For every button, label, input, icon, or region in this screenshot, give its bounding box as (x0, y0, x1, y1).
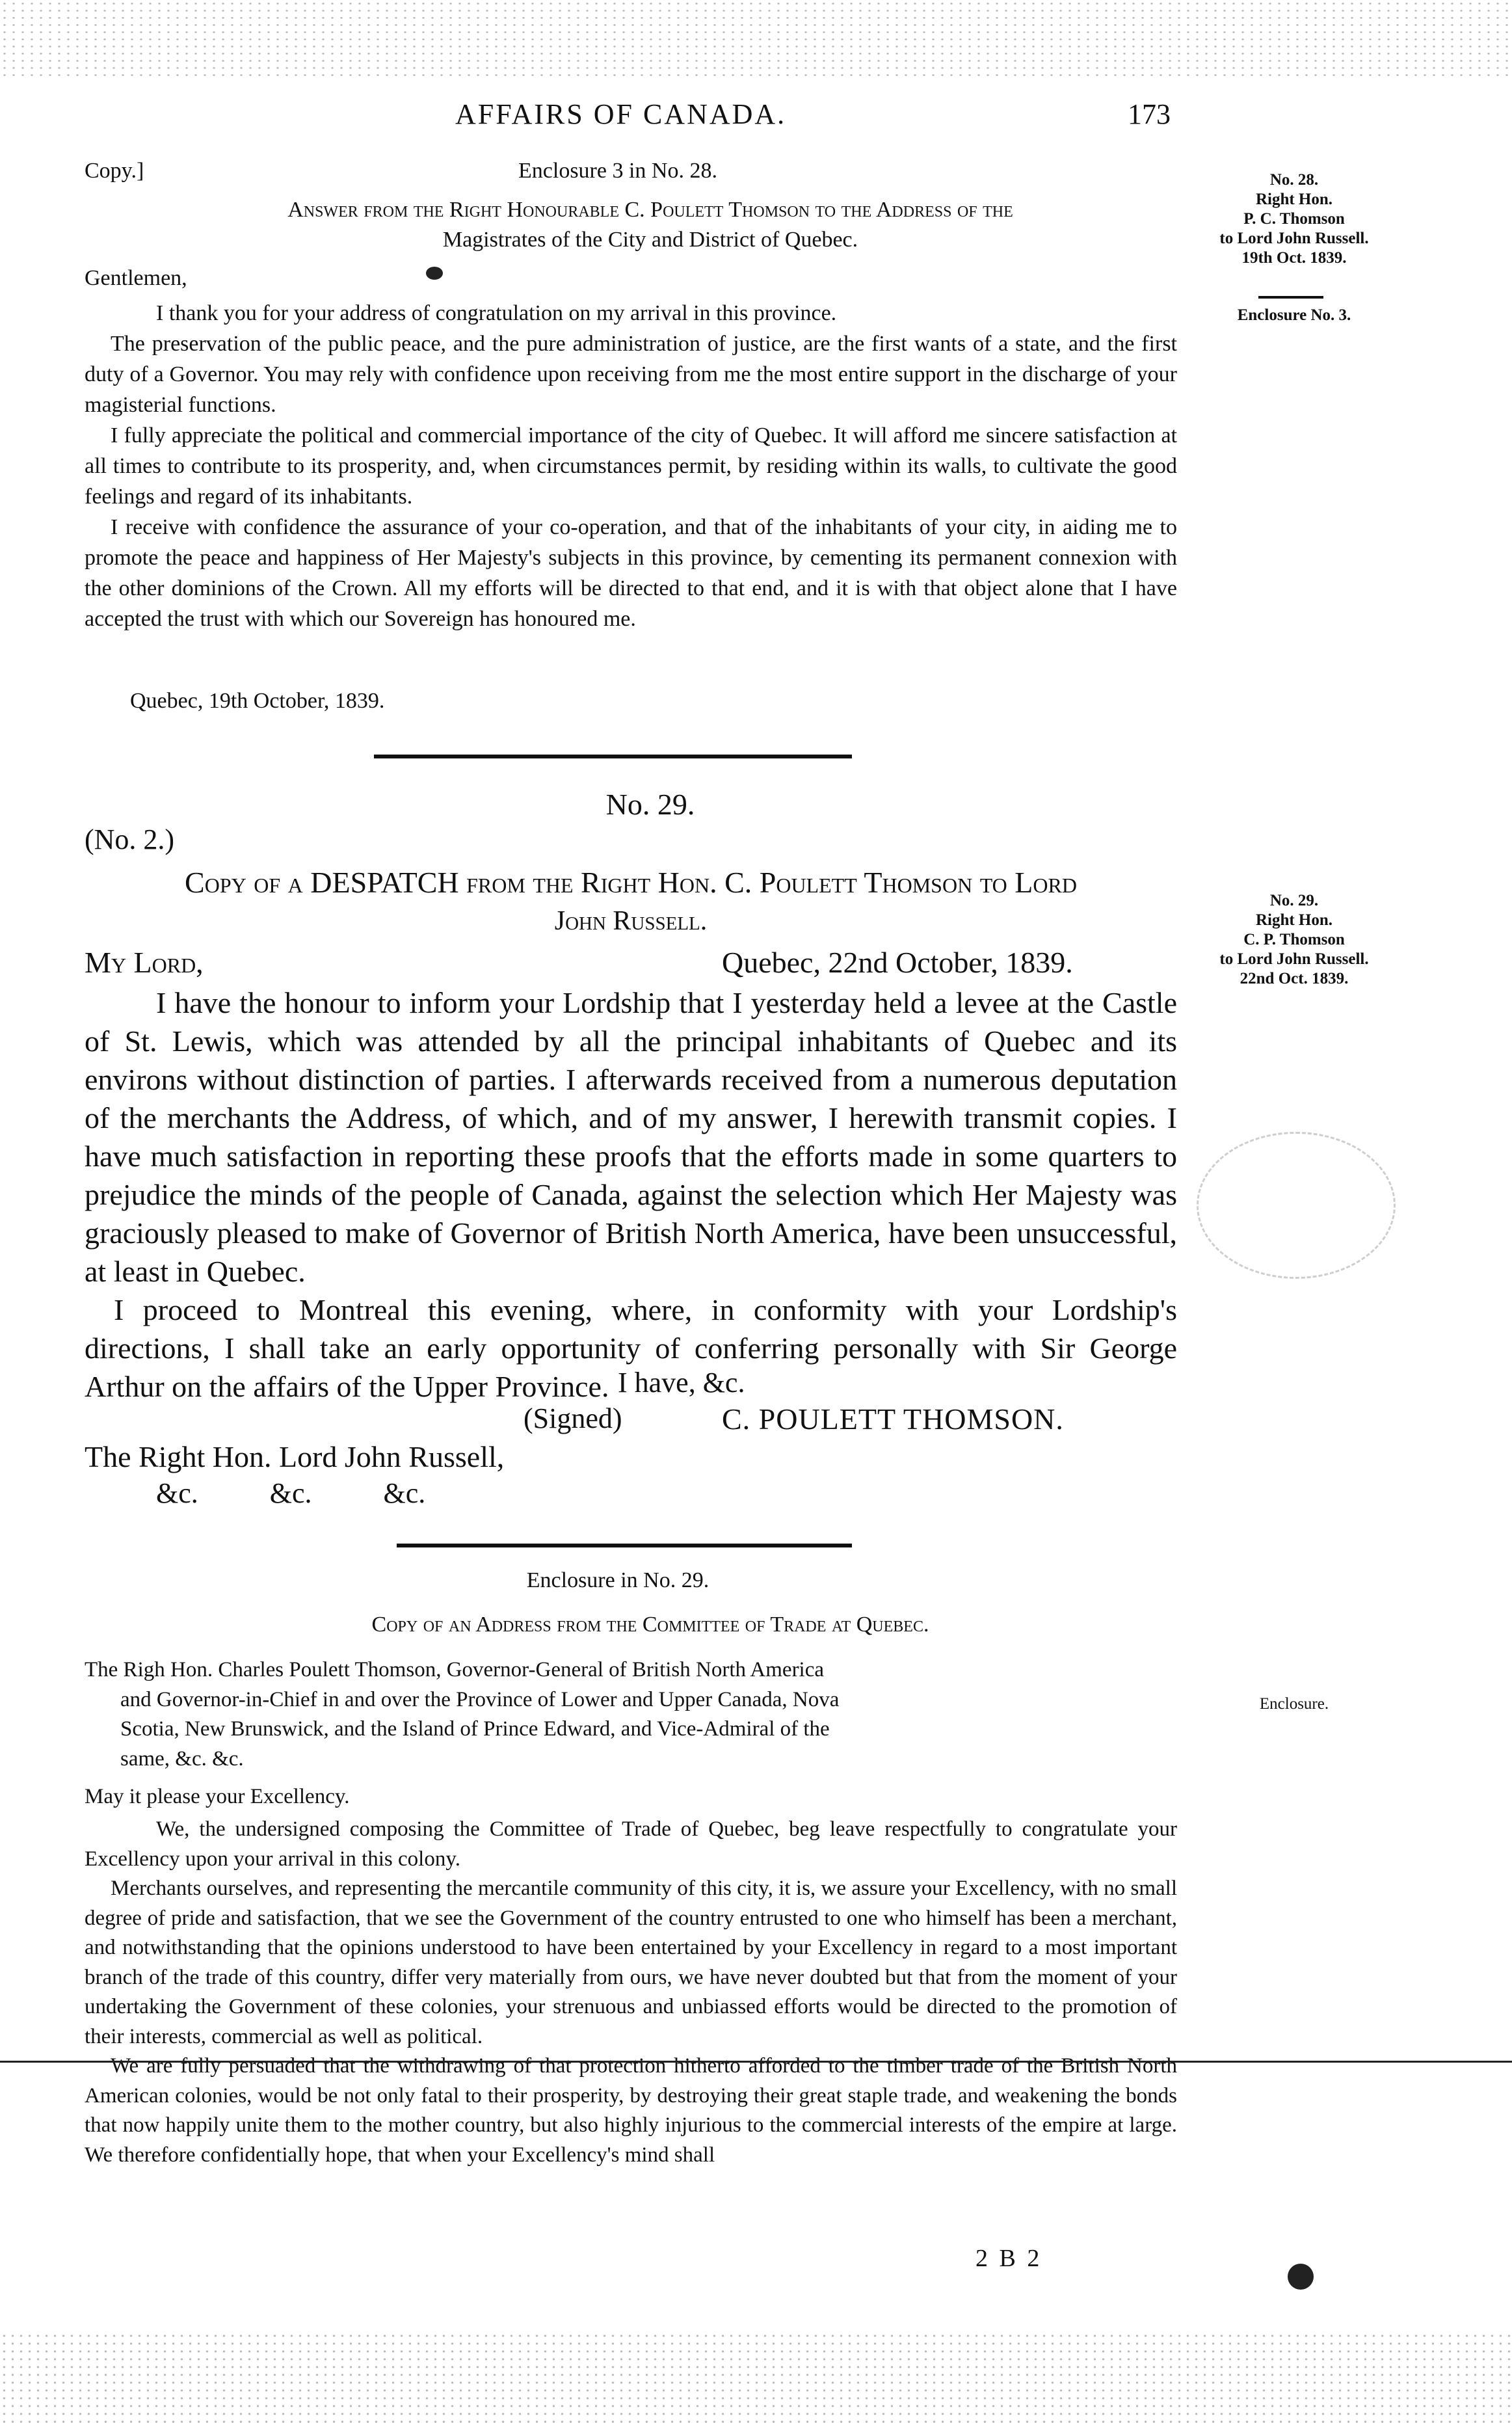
ink-blot (426, 267, 443, 280)
marginal-line: Right Hon. (1255, 911, 1333, 929)
marginal-line: 19th Oct. 1839. (1241, 249, 1347, 267)
address-body (85, 1815, 1177, 2170)
section-divider (397, 1544, 852, 1547)
marginal-line: No. 29. (1269, 892, 1319, 909)
enclosure3-salutation: Gentlemen, (85, 266, 187, 290)
enclosure3-paragraph: The preservation of the public peace, and the pure administration of justice, are the first wants of a state, and the first duty of a Governor. You may rely with confidence upon receiving from me the most entire support in the discharge of your magisterial functions. (85, 332, 1177, 417)
scan-noise-top (0, 0, 1512, 78)
despatch-paragraph: I proceed to Montreal this evening, where, in conformity with your Lordship's directions, I shall take an early opportunity of conferring personally with Sir George Arthur on the affairs of the Upper Province. (85, 1293, 1177, 1403)
despatch-signature: C. POULETT THOMSON. (722, 1402, 1064, 1436)
despatch-body (85, 984, 1177, 1406)
despatch-addressee: The Right Hon. Lord John Russell, (85, 1440, 505, 1473)
despatch-title-line2: John Russell. (554, 906, 708, 936)
faded-stamp (1197, 1132, 1396, 1279)
despatch-place-date: Quebec, 22nd October, 1839. (722, 946, 1073, 979)
marginal-enclosure-no3: Enclosure No. 3. (1237, 306, 1351, 324)
marginal-line: P. C. Thomson (1243, 210, 1345, 228)
marginal-note-no29 (1200, 891, 1388, 989)
marginal-line: C. P. Thomson (1243, 931, 1345, 948)
enclosure3-heading: Enclosure 3 in No. 28. (518, 159, 717, 183)
marginal-divider (1258, 296, 1323, 299)
scan-noise-bottom (0, 2332, 1512, 2423)
marginal-enclosure: Enclosure. (1259, 1695, 1329, 1713)
despatch-paragraph: I have the honour to inform your Lordship that I yesterday held a levee at the Castle of St. Lewis, which was attended by all the principal inhabitants of Quebec and its environs without distinction of parties. I afterwards received from a numerous deputation of the merchants the Address, of which, and of my answer, I herewith transmit copies. I have much satisfaction in reporting these proofs that the efforts made in some quarters to prejudice the minds of the people of Canada, against the selection which Her Majesty was graciously pleased to make of Governor of British North America, have been unsuccessful, at least in Quebec. (85, 986, 1177, 1288)
address-paragraph: We are fully persuaded that the withdrawing of that protection hitherto afforded to the timber trade of the British North American colonies, would be not only fatal to their prosperity, by destroying their great staple trade, and weakening the bonds that now happily unite them to the mother country, but also highly injurious to the commercial interests of the empire at large. We therefore confidentially hope, that when your Excellency's mind shall (85, 2054, 1177, 2167)
address-title: Copy of an Address from the Committee of Trade at Quebec. (371, 1613, 929, 1637)
page-number: 173 (1128, 98, 1171, 130)
addressee-line: same, &c. &c. (120, 1747, 244, 1771)
answer-title-line2: Magistrates of the City and District of Quebec. (442, 228, 858, 252)
signed-label: (Signed) (524, 1402, 622, 1434)
marginal-line: Right Hon. (1255, 191, 1333, 208)
enclosure3-paragraph: I fully appreciate the political and commercial importance of the city of Quebec. It will afford me sincere satisfaction at all times to contribute to its prosperity, and, when circumstances permit, by residing within its walls, to cultivate the good feelings and regard of its inhabitants. (85, 423, 1177, 509)
address-paragraph: We, the undersigned composing the Committee of Trade of Quebec, beg leave respectfully to congratulate your Excellency upon your arrival in this colony. (85, 1817, 1177, 1871)
copy-mark: Copy.] (85, 159, 144, 183)
despatch-closing: I have, &c. (618, 1367, 745, 1399)
despatch-etc: &c. &c. &c. (156, 1477, 426, 1509)
answer-title-line1: Answer from the Right Honourable C. Poulett Thomson to the Address of the (287, 198, 1013, 222)
address-salutation: May it please your Excellency. (85, 1785, 350, 1808)
enclosure3-paragraph: I receive with confidence the assurance of your co-operation, and that of the inhabitants of your city, in aiding me to promote the peace and happiness of Her Majesty's subjects in this province, by cementing its permanent connexion with the other dominions of the Crown. All my efforts will be directed to that end, and it is with that object alone that I have accepted the trust with which our Sovereign has honoured me. (85, 515, 1177, 631)
signature-mark: 2 B 2 (975, 2245, 1042, 2272)
enclosure3-body (85, 298, 1177, 634)
enclosure29-heading: Enclosure in No. 29. (526, 1568, 710, 1592)
scan-line-artifact (0, 2061, 1512, 2063)
despatch-title-line1: Copy of a DESPATCH from the Right Hon. C. Poulett Thomson to Lord (185, 866, 1077, 899)
header-title: AFFAIRS OF CANADA. (455, 98, 787, 130)
marginal-line: No. 28. (1269, 171, 1319, 189)
addressee-line: The Righ Hon. Charles Poulett Thomson, Governor-General of British North America (85, 1658, 825, 1681)
marginal-line: 22nd Oct. 1839. (1240, 970, 1349, 987)
section-divider (374, 755, 852, 758)
enclosure3-paragraph: I thank you for your address of congratulation on my arrival in this province. (156, 301, 837, 325)
addressee-line: and Governor-in-Chief in and over the Province of Lower and Upper Canada, Nova (120, 1687, 840, 1711)
ink-blot (1288, 2264, 1314, 2290)
marginal-line: to Lord John Russell. (1219, 230, 1369, 247)
enclosure3-date: Quebec, 19th October, 1839. (130, 689, 385, 713)
address-paragraph: Merchants ourselves, and representing the mercantile community of this city, it is, we assure your Excellency, with no small degree of pride and satisfaction, that we see the Government of the country entrusted to one who himself has been a merchant, and notwithstanding that the opinions understood to have been entertained by your Excellency in regard to a most important branch of the trade of this country, differ very materially from ours, we have never doubted but that from the moment of your undertaking the Government of these colonies, your strenuous and unbiassed efforts would be directed to the promotion of their interests, commercial as well as political. (85, 1877, 1177, 2048)
marginal-line: to Lord John Russell. (1219, 950, 1369, 968)
marginal-note-no28 (1200, 170, 1388, 268)
no29-number-mark: (No. 2.) (85, 823, 175, 855)
address-addressee (85, 1655, 1177, 1774)
no29-heading: No. 29. (605, 788, 695, 821)
running-header (455, 98, 1171, 137)
addressee-line: Scotia, New Brunswick, and the Island of Prince Edward, and Vice-Admiral of the (120, 1717, 830, 1741)
despatch-salutation: My Lord, (85, 946, 204, 979)
